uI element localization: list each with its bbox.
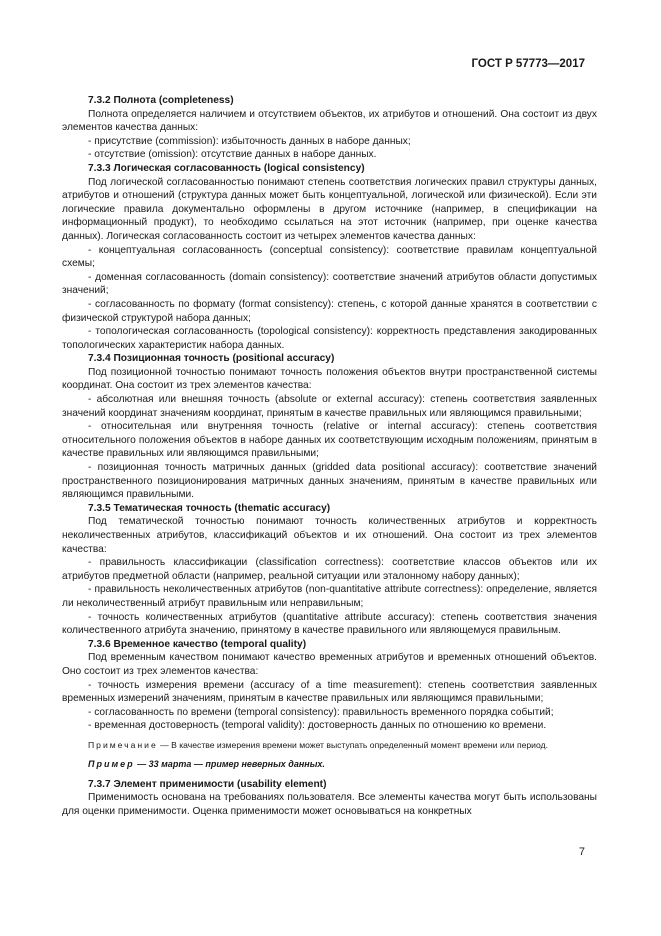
list-item: - абсолютная или внешняя точность (absolute or external accuracy): степень соответствия заявленных значений координат значениям координат, принятым в качестве правильных или являющимся правильными; — [62, 394, 597, 419]
paragraph: Под тематической точностью понимают точность количественных атрибутов и корректность неколичественных атрибутов, классификаций объектов и их отношений. Она состоит из трех элементов качества: — [62, 516, 597, 555]
section-heading-7-3-6: 7.3.6 Временное качество (temporal quality) — [88, 638, 307, 650]
section-heading-7-3-4: 7.3.4 Позиционная точность (positional accuracy) — [88, 353, 335, 365]
list-item: - правильность классификации (classification correctness): соответствие классов объектов или их атрибутов предметной области (например, реальной ситуации или эталонному набору данных); — [62, 557, 597, 582]
list-item: - временная достоверность (temporal validity): достоверность данных по отношению ко времени. — [88, 720, 547, 732]
note — [62, 739, 597, 751]
list-item: - отсутствие (omission): отсутствие данных в наборе данных. — [88, 149, 377, 161]
paragraph: Полнота определяется наличием и отсутствием объектов, их атрибутов и отношений. Она состоит из двух элементов качества данных: — [62, 108, 597, 134]
paragraph: Под логической согласованностью понимают степень соответствия логических правил структуры данных, атрибутов и отношений (структура данных может быть концептуальной, логической или физической). Если эти логические правила документально оформлены в другом источнике (например, в спецификации на информационный продукт), то необходимо ссылаться на этот источник (например, при оценке качества данных). Логическая согласованность состоит из четырех элементов качества данных: — [62, 176, 597, 242]
list-item: - доменная согласованность (domain consistency): соответствие значений атрибутов области допустимых значений; — [62, 271, 597, 297]
list-item: - точность измерения времени (accuracy of a time measurement): степень соответствия заявленных временных измерений значениям, принятым в качестве правильных или являющимся правильными; — [62, 679, 597, 705]
list-item: - топологическая согласованность (topological consistency): корректность представления закодированных топологических характеристик набора данных. — [62, 326, 597, 351]
list-item: - позиционная точность матричных данных (gridded data positional accuracy): соответствие значений пространственного позиционирования матричных данных значениям, принятым в качестве правильных или являющимся правильными. — [62, 462, 597, 501]
document-body — [62, 94, 597, 818]
section-heading-7-3-2: 7.3.2 Полнота (completeness) — [88, 95, 234, 106]
standard-header: ГОСТ Р 57773—2017 — [471, 58, 585, 70]
list-item: - концептуальная согласованность (conceptual consistency): соответствие правилам концептуальной схемы; — [62, 244, 597, 270]
list-item: - присутствие (commission): избыточность данных в наборе данных; — [88, 135, 411, 147]
list-item: - точность количественных атрибутов (quantitative attribute accuracy): степень соответствия значения количественного атрибута значению, принятому в качестве правильного или являющемуся правильным. — [62, 611, 597, 637]
note-text: — В качестве измерения времени может выступать определенный момент времени или период. — [157, 739, 548, 750]
paragraph: Под позиционной точностью понимают точность положения объектов внутри пространственной системы координат. Она состоит из трех элементов качества: — [62, 366, 597, 392]
page-number: 7 — [578, 846, 585, 858]
list-item: - согласованность по времени (temporal consistency): правильность временного порядка событий; — [88, 706, 554, 718]
list-item: - согласованность по формату (format consistency): степень, с которой данные хранятся в соответствии с физической структурой набора данных; — [62, 298, 597, 324]
section-heading-7-3-3: 7.3.3 Логическая согласованность (logical consistency) — [88, 162, 365, 174]
section-heading-7-3-5: 7.3.5 Тематическая точность (thematic accuracy) — [88, 502, 331, 514]
paragraph: Применимость основана на требованиях пользователя. Все элементы качества могут быть использованы для оценки применимости. Оценка применимости может основываться на конкретных — [62, 792, 597, 817]
paragraph: Под временным качеством понимают качество временных атрибутов и временных отношений объектов. Оно состоит из трех элементов качества: — [62, 652, 597, 677]
list-item: - правильность неколичественных атрибутов (non-quantitative attribute correctness): определение, является ли неколичественный атрибут правильным или неправильным; — [62, 584, 597, 609]
example — [62, 758, 597, 772]
section-heading-7-3-7: 7.3.7 Элемент применимости (usability element) — [88, 778, 327, 790]
example-label: Пример — [88, 758, 135, 769]
example-text: — 33 марта — пример неверных данных. — [134, 758, 325, 769]
list-item: - относительная или внутренняя точность (relative or internal accuracy): степень соответствия относительного положения объектов в наборе данных их соответствующим исходным положениям, принятым в качестве правильных или являющимся правильными; — [62, 421, 597, 460]
note-label: Примечание — [88, 739, 158, 750]
